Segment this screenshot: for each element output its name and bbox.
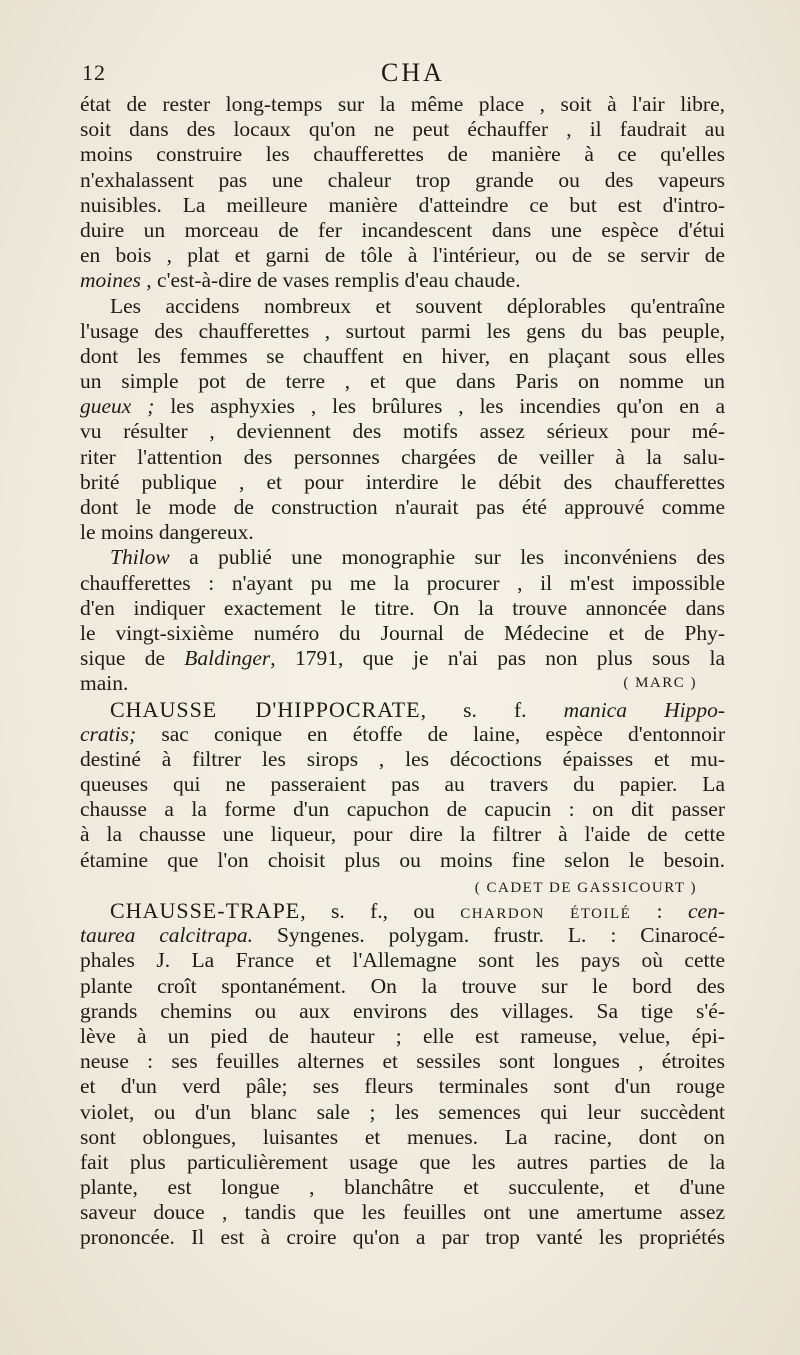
text-line: à la chausse une liqueur, pour dire la filtrer à l'aide de cette bbox=[80, 822, 725, 847]
text-line: l'usage des chaufferettes , surtout parmi les gens du bas peuple, bbox=[80, 318, 725, 343]
text-line: prononcée. Il est à croire qu'on a par trop vanté les propriétés bbox=[80, 1225, 725, 1250]
text-line: et d'un verd pâle; ses fleurs terminales sont d'un rouge bbox=[80, 1074, 725, 1099]
text-line: riter l'attention des personnes chargées de veiller à la salu- bbox=[80, 444, 725, 469]
italic-term: gueux ; bbox=[80, 394, 155, 419]
text-line: plante, est longue , blanchâtre et succulente, et d'une bbox=[80, 1175, 725, 1200]
text-line bbox=[80, 646, 725, 671]
text-fragment: , c'est-à-dire de vases remplis d'eau chaude. bbox=[140, 268, 521, 293]
text-line bbox=[80, 722, 725, 747]
text-line: neuse : ses feuilles alternes et sessiles sont longues , étroites bbox=[80, 1049, 725, 1074]
article-chaufferettes bbox=[80, 92, 725, 697]
text-line: plante croît spontanément. On la trouve sur le bord des bbox=[80, 973, 725, 998]
page-header bbox=[78, 58, 748, 90]
text-line: violet, ou d'un blanc sale ; les semences qui leur succèdent bbox=[80, 1099, 725, 1124]
author-name: Thilow bbox=[110, 545, 170, 570]
text-line: soit dans des locaux qu'on ne peut échauffer , il faudrait au bbox=[80, 117, 725, 142]
text-line: sont oblongues, luisantes et menues. La racine, dont on bbox=[80, 1124, 725, 1149]
text-line: vu résulter , deviennent des motifs assez sérieux pour mé- bbox=[80, 419, 725, 444]
text-line: dont les femmes se chauffent en hiver, en plaçant sous elles bbox=[80, 343, 725, 368]
text-fragment: sique de bbox=[80, 646, 185, 671]
article-chausse-trape bbox=[80, 898, 725, 1251]
italic-term: moines bbox=[80, 268, 141, 293]
text-line: un simple pot de terre , et que dans Paris on nomme un bbox=[80, 369, 725, 394]
text-fragment: a publié une monographie sur les inconvéniens des bbox=[169, 545, 725, 570]
text-line: le vingt-sixième numéro du Journal de Médecine et de Phy- bbox=[80, 620, 725, 645]
author-name: Baldinger bbox=[184, 646, 271, 671]
text-fragment: sac conique en étoffe de laine, espèce d'entonnoir bbox=[136, 721, 725, 746]
author-signature: ( MARC ) bbox=[623, 675, 697, 692]
alternate-name: CHARDON ÉTOILÉ bbox=[460, 906, 632, 922]
latin-name: taurea calcitrapa. bbox=[80, 923, 254, 948]
text-line bbox=[80, 898, 725, 923]
text-line: chausse a la forme d'un capuchon de capucin : on dit passer bbox=[80, 797, 725, 822]
page-number: 12 bbox=[82, 60, 106, 85]
text-line: phales J. La France et l'Allemagne sont les pays où cette bbox=[80, 948, 725, 973]
text-line: brité publique , et pour interdire le débit des chaufferettes bbox=[80, 469, 725, 494]
author-signature: ( CADET DE GASSICOURT ) bbox=[474, 879, 697, 896]
text-fragment: , 1791, que je n'ai pas non plus sous la bbox=[270, 646, 725, 671]
text-line: lève à un pied de hauteur ; elle est rameuse, velue, épi- bbox=[80, 1023, 725, 1048]
text-fragment: Syngenes. polygam. frustr. L. : Cinarocé- bbox=[253, 923, 725, 948]
text-line bbox=[80, 697, 725, 722]
text-line: dont le mode de construction n'aurait pas été approuvé comme bbox=[80, 495, 725, 519]
article-chausse-hippocrate bbox=[80, 697, 725, 899]
text-line: n'exhalassent pas une chaleur trop grande ou des vapeurs bbox=[80, 167, 725, 192]
text-line bbox=[80, 873, 725, 898]
text-line bbox=[80, 671, 725, 696]
text-line: en bois , plat et garni de tôle à l'intérieur, ou de se servir de bbox=[80, 243, 725, 268]
latin-name: cen- bbox=[688, 899, 725, 923]
text-line: d'en indiquer exactement le titre. On la trouve annoncée dans bbox=[80, 595, 725, 620]
text-fragment: : bbox=[631, 899, 663, 923]
latin-name: cratis; bbox=[80, 721, 137, 746]
text-line: chaufferettes : n'ayant pu me la procurer , il m'est impossible bbox=[80, 570, 725, 595]
text-line: le moins dangereux. bbox=[80, 520, 254, 545]
body-text bbox=[80, 92, 725, 1251]
part-of-speech: , s. f., ou bbox=[300, 899, 435, 923]
text-line: queuses qui ne passeraient pas au travers du papier. La bbox=[80, 772, 725, 797]
text-fragment: main. bbox=[80, 671, 129, 696]
text-line: destiné à filtrer les sirops , les décoctions épaisses et mu- bbox=[80, 746, 725, 771]
text-line bbox=[80, 923, 725, 948]
headword: CHAUSSE-TRAPE bbox=[110, 898, 301, 923]
part-of-speech: , s. f. bbox=[420, 697, 527, 722]
latin-name: manica Hippo- bbox=[563, 697, 726, 722]
text-line: grands chemins ou aux environs des villages. Sa tige s'é- bbox=[80, 998, 725, 1023]
text-line: Les accidens nombreux et souvent déplorables qu'entraîne bbox=[110, 293, 725, 318]
text-line bbox=[80, 394, 725, 419]
text-line: saveur douce , tandis que les feuilles ont une amertume assez bbox=[80, 1200, 725, 1225]
text-line: nuisibles. La meilleure manière d'atteindre ce but est d'intro- bbox=[80, 192, 725, 217]
running-head: CHA bbox=[381, 58, 445, 87]
text-line: étamine que l'on choisit plus ou moins fine selon le besoin. bbox=[80, 847, 725, 872]
text-line: moins construire les chaufferettes de manière à ce qu'elles bbox=[80, 142, 725, 167]
text-line: duire un morceau de fer incandescent dans une espèce d'étui bbox=[80, 217, 725, 242]
headword: CHAUSSE D'HIPPOCRATE bbox=[110, 696, 421, 722]
text-line: état de rester long-temps sur la même place , soit à l'air libre, bbox=[80, 92, 725, 116]
text-line: fait plus particulièrement usage que les autres parties de la bbox=[80, 1149, 725, 1174]
text-line bbox=[80, 545, 725, 570]
text-line bbox=[80, 268, 725, 293]
text-fragment: les asphyxies , les brûlures , les incendies qu'on en a bbox=[154, 394, 726, 419]
